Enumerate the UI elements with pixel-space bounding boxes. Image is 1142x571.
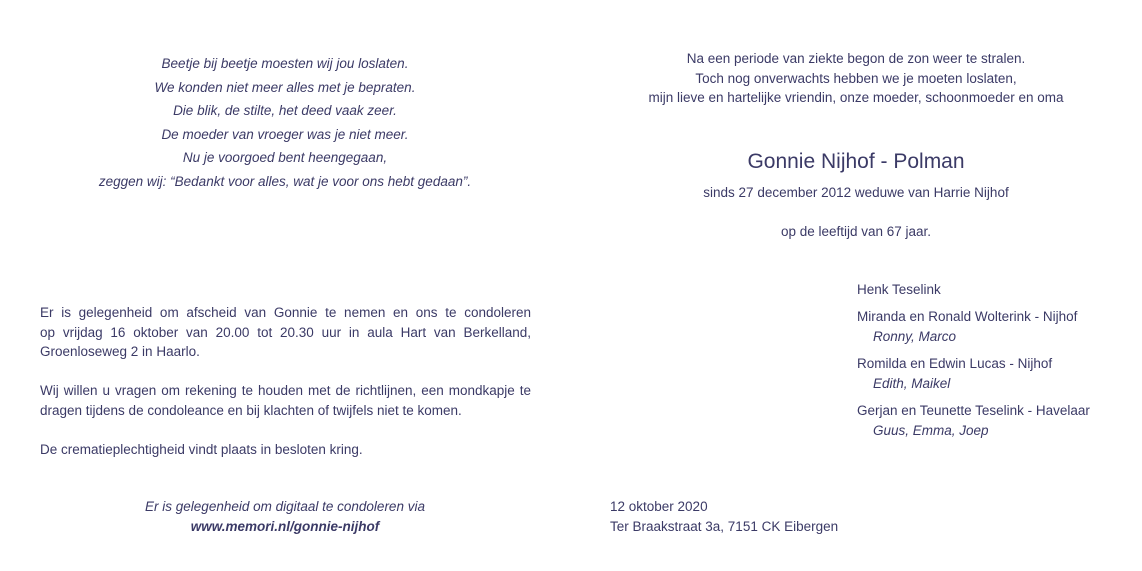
footer-date: 12 oktober 2020 — [610, 499, 708, 514]
paragraph-line: op vrijdag 16 oktober van 20.00 tot 20.30 uur in aula Hart van Berkelland, — [40, 324, 531, 340]
family-head: Miranda en Ronald Wolterink - Nijhof — [857, 309, 1078, 324]
intro-line: Toch nog onverwachts hebben we je moeten loslaten, — [695, 70, 1017, 86]
family-group — [857, 307, 1090, 347]
poem-line: De moeder van vroeger was je niet meer. — [161, 126, 409, 142]
widow-line: sinds 27 december 2012 weduwe van Harrie Nijhof — [703, 185, 1009, 200]
age-line: op de leeftijd van 67 jaar. — [780, 224, 932, 239]
paragraph-line: dragen tijdens de condoleance en bij klachten of twijfels niet te komen. — [40, 402, 462, 418]
cremation-paragraph — [40, 440, 531, 460]
family-children: Ronny, Marco — [873, 329, 957, 344]
announcement-intro — [610, 49, 1102, 108]
poem-line: zeggen wij: “Bedankt voor alles, wat je voor ons hebt gedaan”. — [98, 173, 472, 189]
family-group — [857, 354, 1090, 394]
family-head: Gerjan en Teunette Teselink - Havelaar — [857, 403, 1090, 418]
footer-address: Ter Braakstraat 3a, 7151 CK Eibergen — [610, 519, 839, 534]
online-condolence-text: Er is gelegenheid om digitaal te condoleren via — [145, 499, 425, 514]
paragraph-line: De crematieplechtigheid vindt plaats in besloten kring. — [40, 442, 363, 457]
family-head: Romilda en Edwin Lucas - Nijhof — [857, 356, 1053, 371]
memori-link[interactable]: www.memori.nl/gonnie-nijhof — [190, 519, 380, 534]
family-group — [857, 401, 1090, 441]
condolence-info-paragraph — [40, 303, 531, 362]
family-head: Henk Teselink — [857, 282, 941, 297]
intro-line: mijn lieve en hartelijke vriendin, onze moeder, schoonmoeder en oma — [648, 90, 1064, 106]
poem-line: We konden niet meer alles met je bepraten. — [154, 79, 416, 95]
footer — [610, 497, 838, 537]
poem-line: Die blik, de stilte, het deed vaak zeer. — [173, 103, 397, 119]
family-children: Guus, Emma, Joep — [873, 423, 989, 438]
paragraph-line: Er is gelegenheid om afscheid van Gonnie te nemen en ons te condoleren — [40, 305, 531, 320]
family-list — [857, 280, 1090, 448]
family-group — [857, 280, 1090, 300]
paragraph-line: Wij willen u vragen om rekening te houden met de richtlijnen, een mondkapje te — [40, 383, 531, 398]
guidelines-paragraph — [40, 381, 531, 420]
intro-line: Na een periode van ziekte begon de zon weer te stralen. — [686, 51, 1026, 66]
family-children: Edith, Maikel — [873, 376, 951, 391]
paragraph-line: Groenloseweg 2 in Haarlo. — [40, 344, 200, 360]
poem — [40, 52, 530, 194]
online-condolence — [40, 497, 530, 537]
poem-line: Nu je voorgoed bent heengegaan, — [182, 150, 388, 166]
deceased-name: Gonnie Nijhof - Polman — [747, 150, 965, 173]
poem-line: Beetje bij beetje moesten wij jou loslaten. — [161, 56, 409, 71]
